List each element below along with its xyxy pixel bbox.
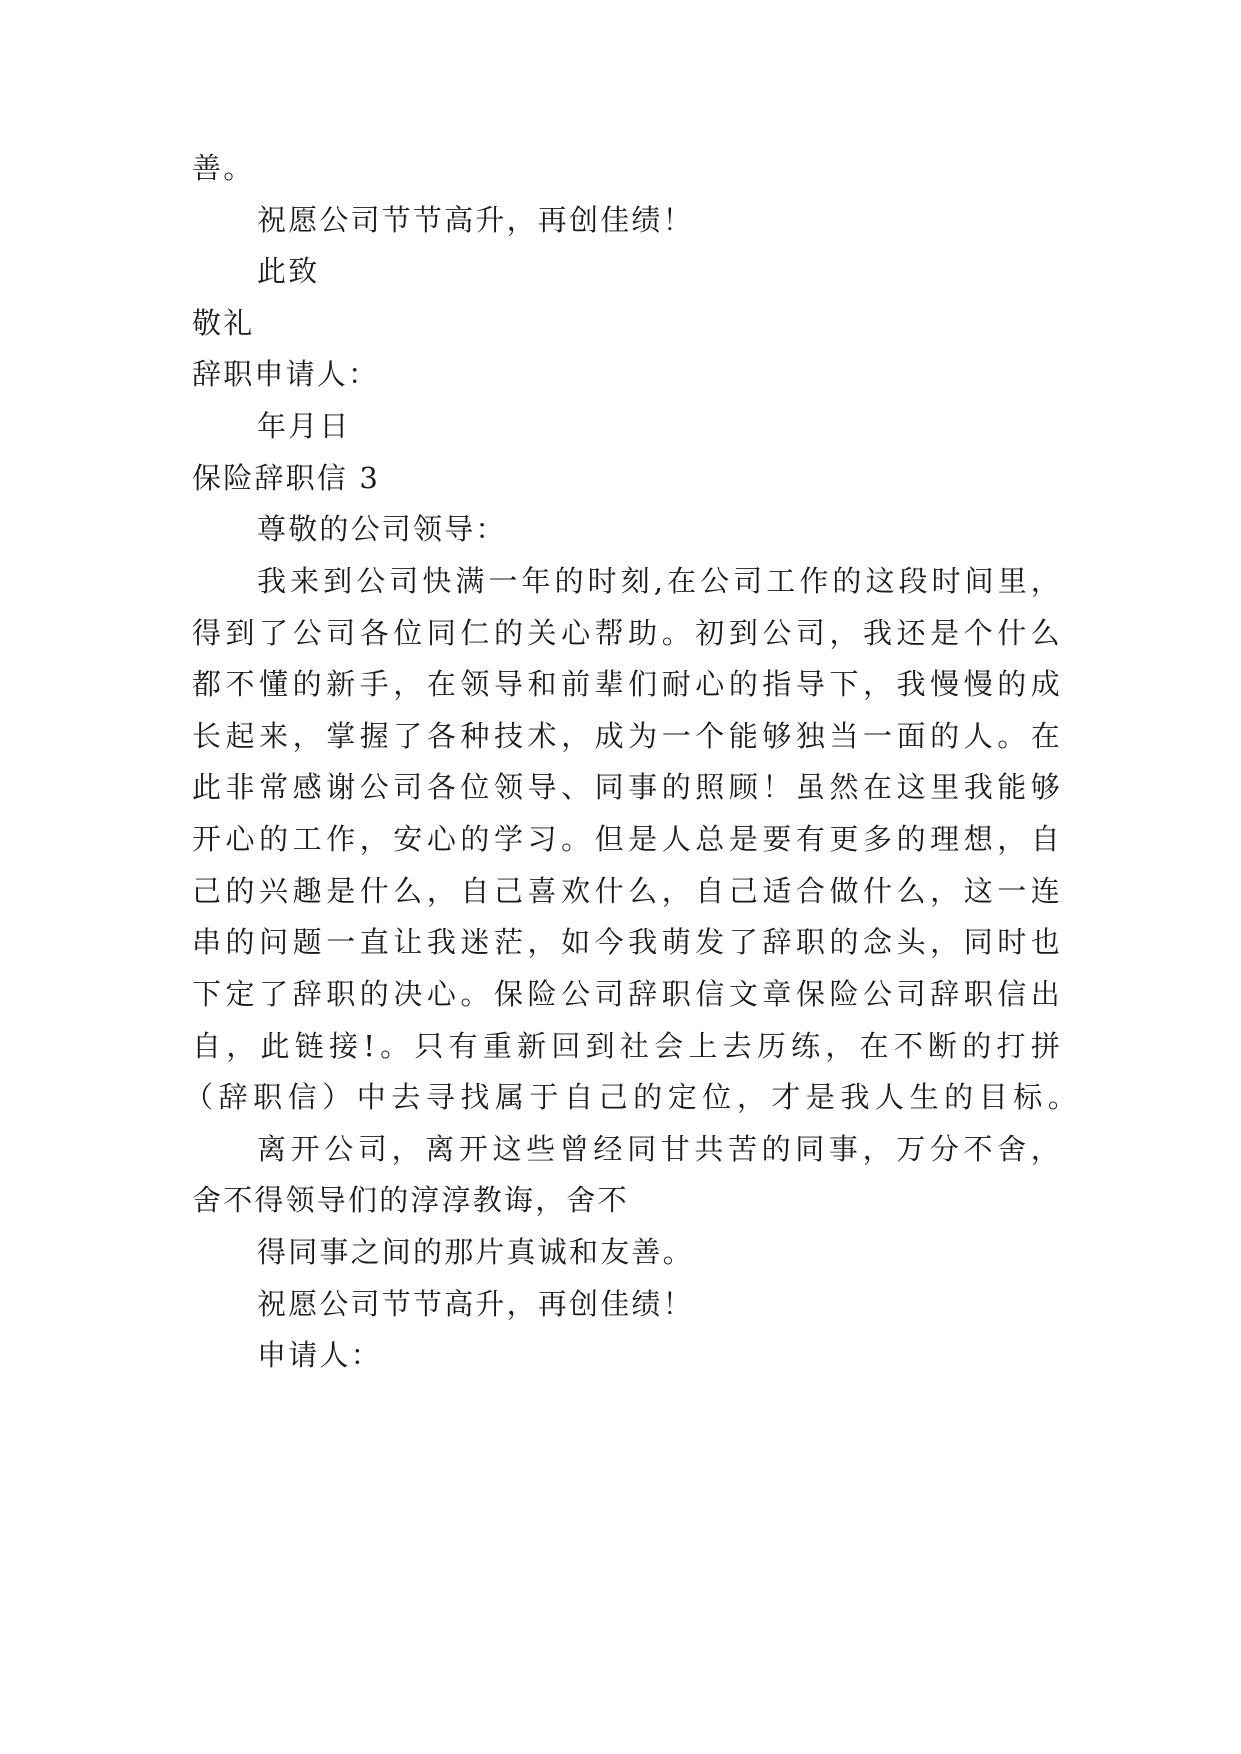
text-line-11: 都不懂的新手，在领导和前辈们耐心的指导下，我慢慢的成 <box>192 667 1062 701</box>
text-line-10: 得到了公司各位同仁的关心帮助。初到公司，我还是个什么 <box>192 616 1062 650</box>
text-line-16: 串的问题一直让我迷茫，如今我萌发了辞职的念头，同时也 <box>192 925 1062 959</box>
text-line-14: 开心的工作，安心的学习。但是人总是要有更多的理想，自 <box>192 822 1062 856</box>
text-line-23: 祝愿公司节节高升，再创佳绩！ <box>257 1287 694 1321</box>
text-line-21: 舍不得领导们的淳淳教诲，舍不 <box>192 1183 629 1217</box>
text-line-6: 年月日 <box>257 409 351 443</box>
signature-label: 申请人： <box>257 1338 382 1372</box>
text-line-15: 己的兴趣是什么，自己喜欢什么，自己适合做什么，这一连 <box>192 874 1062 908</box>
text-line-5: 辞职申请人： <box>192 357 380 391</box>
text-line-1: 善。 <box>192 151 255 185</box>
text-line-17: 下定了辞职的决心。保险公司辞职信文章保险公司辞职信出 <box>192 977 1062 1011</box>
text-line-9: 我来到公司快满一年的时刻,在公司工作的这段时间里， <box>257 564 1062 598</box>
text-line-18: 自，此链接!。只有重新回到社会上去历练，在不断的打拼 <box>192 1029 1062 1063</box>
salutation: 尊敬的公司领导： <box>257 512 507 546</box>
text-line-13: 此非常感谢公司各位领导、同事的照顾！虽然在这里我能够 <box>192 770 1062 804</box>
section-heading: 保险辞职信 3 <box>192 461 381 495</box>
text-line-12: 长起来，掌握了各种技术，成为一个能够独当一面的人。在 <box>192 719 1062 753</box>
text-line-20: 离开公司，离开这些曾经同甘共苦的同事，万分不舍， <box>257 1132 1062 1166</box>
text-line-19: （辞职信）中去寻找属于自己的定位，才是我人生的目标。 <box>184 1080 1079 1114</box>
text-line-2: 祝愿公司节节高升，再创佳绩！ <box>257 203 694 237</box>
text-line-3: 此致 <box>257 254 320 288</box>
text-line-4: 敬礼 <box>192 306 255 340</box>
text-line-22: 得同事之间的那片真诚和友善。 <box>257 1235 694 1269</box>
